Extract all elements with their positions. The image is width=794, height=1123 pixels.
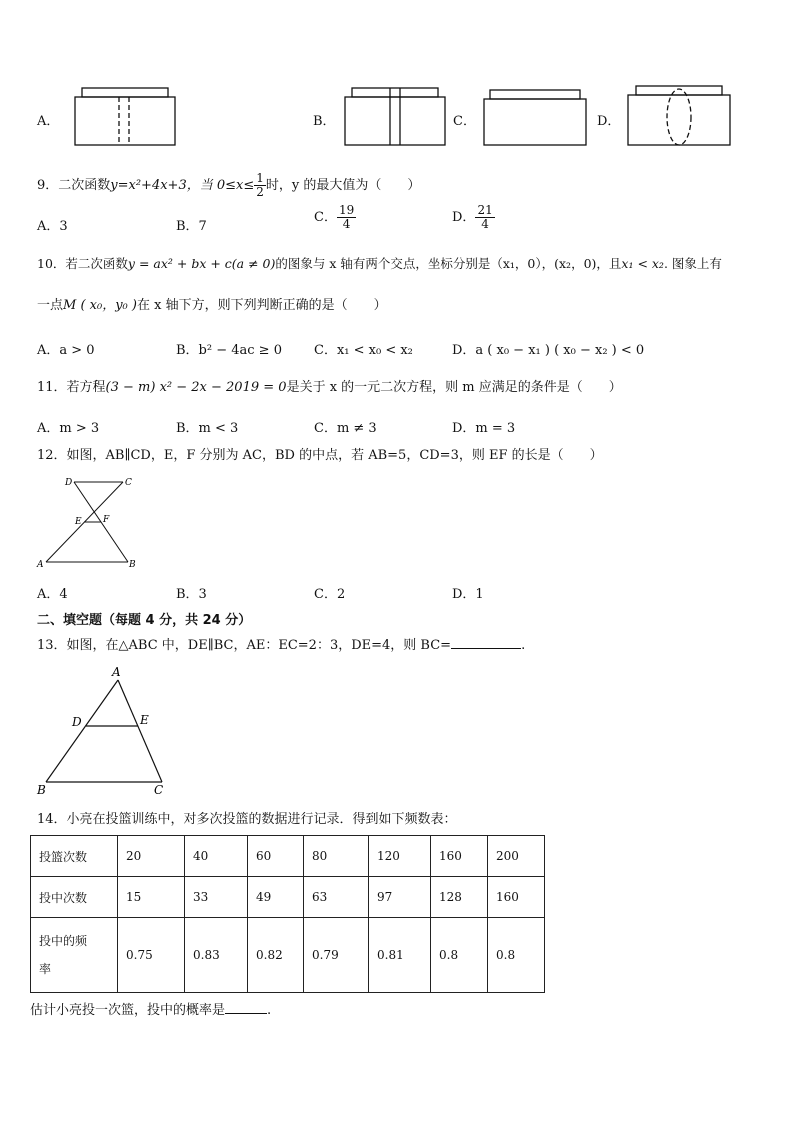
table-cell: 0.81 xyxy=(369,918,431,993)
q13-stem-text: 13．如图，在△ABC 中，DE∥BC，AE：EC=2：3，DE=4，则 BC= xyxy=(37,638,452,653)
q12-label-d: D xyxy=(65,478,73,488)
q8-option-c-label: C． xyxy=(453,114,476,129)
q12-figure xyxy=(34,474,140,570)
q10-option-c: C．x₁ < x₀ < x₂ xyxy=(314,343,413,358)
table-cell: 160 xyxy=(488,877,545,918)
table-cell: 49 xyxy=(248,877,304,918)
q13-label-b: B xyxy=(37,783,46,797)
q9-option-c-frac xyxy=(337,204,356,231)
q8-option-a-label: A． xyxy=(37,114,60,129)
q11-equation: (3 − m) x² − 2x − 2019 = 0 xyxy=(105,380,287,395)
q12-label-c: C xyxy=(125,478,132,488)
q9-c-den: 4 xyxy=(342,217,351,231)
table-cell: 20 xyxy=(118,836,185,877)
q10-point: M ( x₀，y₀ ) xyxy=(63,298,137,313)
q9-d-den: 4 xyxy=(481,217,489,231)
table-cell: 15 xyxy=(118,877,185,918)
table-row-header-line: 投中的频 xyxy=(39,934,88,948)
table-cell: 63 xyxy=(304,877,369,918)
q8-figure-b xyxy=(340,85,450,149)
q10-formula: y = ax² + bx + c(a ≠ 0) xyxy=(127,256,276,271)
q12-label-e: E xyxy=(75,517,82,527)
q11-stem-b: 是关于 x 的一元二次方程，则 m 应满足的条件是（ ） xyxy=(286,380,622,395)
q9-stem-end: 时，y 的最大值为（ ） xyxy=(265,178,421,193)
q9-frac-den: 2 xyxy=(256,185,264,199)
q13-label-a: A xyxy=(112,665,121,679)
q9-fraction xyxy=(254,172,266,199)
q12-label-a: A xyxy=(37,560,44,570)
q9-option-d xyxy=(452,204,495,231)
table-cell: 200 xyxy=(488,836,545,877)
q14-question-text: 估计小亮投一次篮，投中的概率是 xyxy=(30,1003,226,1018)
q14-question xyxy=(30,1001,271,1020)
q9-option-a: A．3 xyxy=(37,219,68,234)
q11-option-a: A．m > 3 xyxy=(37,421,100,436)
q9-c-num: 19 xyxy=(338,203,355,217)
q13-label-e: E xyxy=(140,713,149,727)
table-cell: 120 xyxy=(369,836,431,877)
table-cell: 40 xyxy=(185,836,248,877)
q10-stem-e: 在 x 轴下方，则下列判断正确的是（ ） xyxy=(136,298,387,313)
q12-label-b: B xyxy=(129,560,136,570)
q10-option-a: A．a > 0 xyxy=(37,343,95,358)
table-cell: 160 xyxy=(431,836,488,877)
q11-option-c: C．m ≠ 3 xyxy=(314,421,377,436)
table-cell: 128 xyxy=(431,877,488,918)
q9-option-d-frac xyxy=(475,204,494,231)
q12-label-f: F xyxy=(103,515,110,525)
table-row-header-line: 率 xyxy=(39,962,52,976)
q9-stem-text: 9．二次函数 xyxy=(37,178,111,193)
q9-option-c-label: C． xyxy=(314,210,337,225)
q12-option-b: B．3 xyxy=(176,587,207,602)
section-title: 二、填空题（每题 4 分，共 24 分） xyxy=(37,613,252,628)
q10-stem-c: . 图象上有 xyxy=(663,256,722,271)
q9-formula: y=x²+4x+3，当 0≤x≤ xyxy=(110,178,255,193)
table-row xyxy=(31,918,545,993)
table-cell: 0.83 xyxy=(185,918,248,993)
table-cell: 60 xyxy=(248,836,304,877)
table-cell: 0.82 xyxy=(248,918,304,993)
table-row-header xyxy=(31,918,118,993)
q8-figure-a xyxy=(72,85,180,149)
table-cell: 0.8 xyxy=(488,918,545,993)
q10-option-d: D．a ( x₀ − x₁ ) ( x₀ − x₂ ) < 0 xyxy=(452,343,645,358)
q10-line2 xyxy=(37,297,387,315)
q10-line1 xyxy=(37,255,722,273)
q9-option-b: B．7 xyxy=(176,219,207,234)
q9-option-d-label: D． xyxy=(452,210,476,225)
q12-option-c: C．2 xyxy=(314,587,346,602)
q10-condition: x₁ < x₂ xyxy=(621,256,664,271)
q12-option-a: A．4 xyxy=(37,587,68,602)
q10-stem-b: 的图象与 x 轴有两个交点，坐标分别是（x₁，0），(x₂，0)，且 xyxy=(275,256,622,271)
table-row xyxy=(31,836,545,877)
frequency-table xyxy=(30,835,545,993)
table-row xyxy=(31,877,545,918)
q12-stem: 12．如图，AB∥CD，E，F 分别为 AC，BD 的中点，若 AB=5，CD=3，则 EF 的长是（ ） xyxy=(37,448,603,463)
q12-option-d: D．1 xyxy=(452,587,484,602)
q10-stem-a: 10．若二次函数 xyxy=(37,256,128,271)
q8-option-d-label: D． xyxy=(597,114,621,129)
q13-stem xyxy=(37,636,525,655)
table-cell: 33 xyxy=(185,877,248,918)
q9-stem xyxy=(37,172,420,199)
q9-frac-num: 1 xyxy=(256,171,264,185)
q8-option-b-label: B． xyxy=(313,114,336,129)
q11-option-d: D．m = 3 xyxy=(452,421,516,436)
q13-answer-blank[interactable] xyxy=(451,636,521,649)
q10-option-b: B．b² − 4ac ≥ 0 xyxy=(176,343,282,358)
table-cell: 0.79 xyxy=(304,918,369,993)
q11-stem xyxy=(37,379,622,397)
table-row-header: 投中次数 xyxy=(31,877,118,918)
table-cell: 0.8 xyxy=(431,918,488,993)
q11-option-b: B．m < 3 xyxy=(176,421,239,436)
table-cell: 0.75 xyxy=(118,918,185,993)
q8-figure-c xyxy=(480,85,590,149)
q14-answer-blank[interactable] xyxy=(225,1001,267,1014)
q14-question-end: . xyxy=(267,1003,272,1018)
q9-option-c xyxy=(314,204,356,231)
q13-label-d: D xyxy=(72,715,82,729)
q13-label-c: C xyxy=(154,783,164,797)
table-cell: 80 xyxy=(304,836,369,877)
q9-d-num: 21 xyxy=(477,203,493,217)
q14-stem: 14．小亮在投篮训练中，对多次投篮的数据进行记录．得到如下频数表： xyxy=(37,812,457,827)
q8-figure-d xyxy=(624,82,734,150)
q13-figure xyxy=(34,662,174,798)
table-cell: 97 xyxy=(369,877,431,918)
q10-stem-d: 一点 xyxy=(37,298,64,313)
q11-stem-a: 11．若方程 xyxy=(37,380,106,395)
q13-stem-end: . xyxy=(521,638,526,653)
table-row-header: 投篮次数 xyxy=(31,836,118,877)
